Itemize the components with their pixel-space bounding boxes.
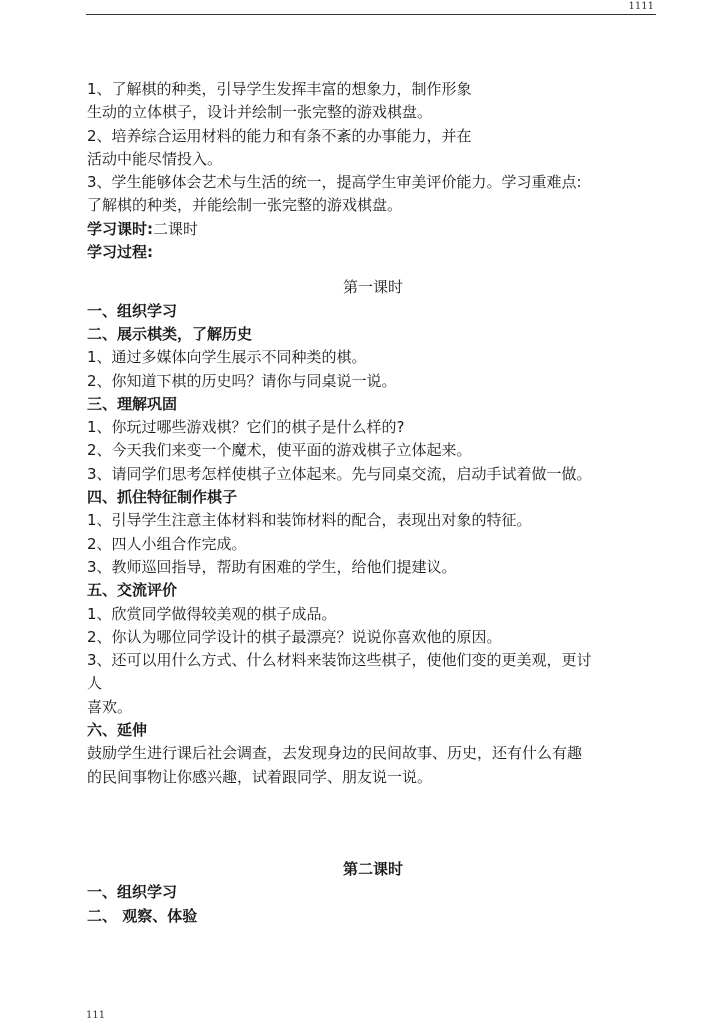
list-item: 2、你知道下棋的历史吗？请你与同桌说一说。 bbox=[87, 371, 397, 390]
process-label: 学习过程: bbox=[87, 243, 153, 262]
objective-line: 2、培养综合运用材料的能力和有条不紊的办事能力，并在 bbox=[87, 126, 472, 145]
list-item: 3、还可以用什么方式、什么材料来装饰这些棋子，使他们变的更美观，更讨 bbox=[87, 651, 592, 670]
footer-page-number: 111 bbox=[86, 1010, 106, 1021]
section-heading: 四、抓住特征制作棋子 bbox=[87, 488, 238, 507]
document-body bbox=[87, 78, 659, 928]
section-heading: 二、展示棋类，了解历史 bbox=[87, 324, 253, 343]
list-item: 1、引导学生注意主体材料和装饰材料的配合，表现出对象的特征。 bbox=[87, 511, 532, 530]
section-heading: 五、交流评价 bbox=[87, 581, 178, 600]
list-item: 鼓励学生进行课后社会调查，去发现身边的民间故事、历史，还有什么有趣 bbox=[87, 744, 583, 763]
objective-line: 1、了解棋的种类，引导学生发挥丰富的想象力，制作形象 bbox=[87, 80, 472, 98]
list-item: 2、今天我们来变一个魔术，使平面的游戏棋子立体起来。 bbox=[87, 441, 472, 460]
objective-line: 了解棋的种类，并能绘制一张完整的游戏棋盘。 bbox=[87, 196, 403, 215]
objectives-block bbox=[87, 78, 659, 218]
lesson2-title: 第二课时 bbox=[342, 859, 403, 878]
list-item: 3、请同学们思考怎样使棋子立体起来。先与同桌交流，启动手试着做一做。 bbox=[87, 464, 592, 483]
list-item: 人 bbox=[87, 674, 103, 693]
objective-line: 活动中能尽情投入。 bbox=[87, 149, 223, 168]
header-page-number: 1111 bbox=[628, 1, 654, 12]
lesson-hours-line bbox=[87, 218, 659, 241]
objective-line: 生动的立体棋子，设计并绘制一张完整的游戏棋盘。 bbox=[87, 103, 433, 122]
section-heading: 一、组织学习 bbox=[87, 883, 178, 902]
list-item: 1、你玩过哪些游戏棋？它们的棋子是什么样的? bbox=[87, 418, 405, 437]
list-item: 3、教师巡回指导，帮助有困难的学生，给他们提建议。 bbox=[87, 557, 457, 576]
section-heading: 六、延伸 bbox=[87, 721, 148, 740]
list-item: 2、四人小组合作完成。 bbox=[87, 534, 247, 553]
list-item: 1、欣赏同学做得较美观的棋子成品。 bbox=[87, 604, 337, 623]
lesson-hours-value: 二课时 bbox=[153, 219, 199, 238]
header-rule bbox=[86, 14, 656, 15]
list-item: 1、通过多媒体向学生展示不同种类的棋。 bbox=[87, 348, 367, 367]
section-heading: 一、组织学习 bbox=[87, 301, 178, 320]
lesson1-title: 第一课时 bbox=[342, 278, 403, 297]
lesson-hours-label: 学习课时: bbox=[87, 219, 153, 238]
list-item: 喜欢。 bbox=[87, 697, 133, 716]
objective-line: 3、学生能够体会艺术与生活的统一，提高学生审美评价能力。学习重难点: bbox=[87, 173, 582, 192]
section-heading: 三、理解巩固 bbox=[87, 394, 178, 413]
list-item: 2、你认为哪位同学设计的棋子最漂亮？说说你喜欢他的原因。 bbox=[87, 627, 502, 646]
list-item: 的民间事物让你感兴趣，试着跟同学、朋友说一说。 bbox=[87, 767, 433, 786]
section-heading: 二、 观察、体验 bbox=[87, 906, 198, 925]
